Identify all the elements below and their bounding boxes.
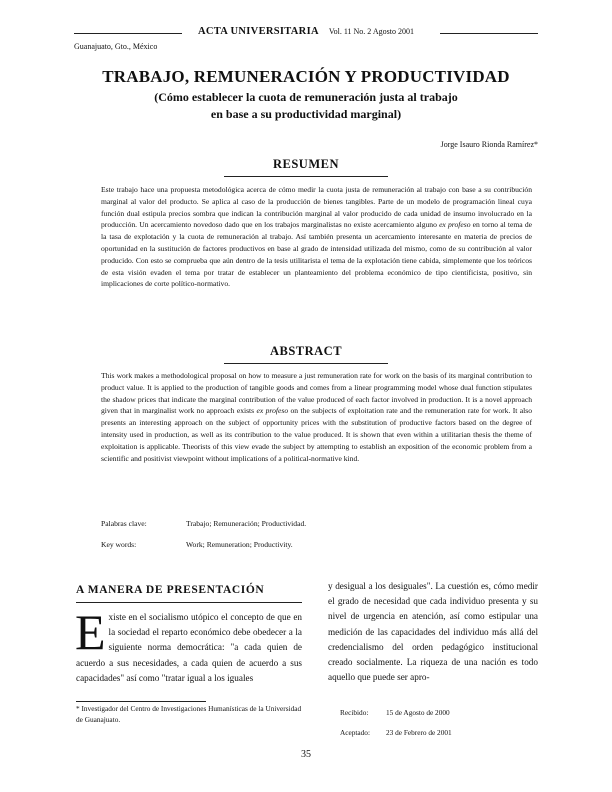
article-subtitle-line2: en base a su productividad marginal) [210, 107, 402, 121]
body-right-column: y desigual a los desiguales". La cuestión es, cómo medir el grado de necesidad que cada individuo presenta y su nivel de urgencia en atención, así como estipular una medición de las capacidades del individuo más allá del credencialismo del orden pedagógico institucional creado socialmente. La riqueza de una nación es todo aquello que puede ser apro- [328, 581, 538, 683]
author-footnote: * Investigador del Centro de Investigaciones Humanísticas de la Universidad de Guanajuato. [76, 704, 302, 724]
page-number: 35 [301, 749, 311, 760]
body-left-text: xiste en el socialismo utópico el concepto de que en la sociedad el reparto económico debe obedecer a la siguiente norma democrática: "a cada quien de acuerdo a sus necesidades, a cada quien de acuerdo a sus capacidades" así como "tratar igual a los iguales [76, 612, 302, 683]
journal-place: Guanajuato, Gto., México [74, 42, 158, 51]
article-author: Jorge Isauro Rionda Ramírez* [440, 140, 538, 149]
body-left-column [75, 604, 302, 686]
dropcap-letter: E [75, 604, 106, 660]
section-heading: A MANERA DE PRESENTACIÓN [76, 584, 265, 596]
journal-name: ACTA UNIVERSITARIA [198, 26, 319, 37]
article-subtitle-line1: (Cómo establecer la cuota de remuneración justa al trabajo [154, 90, 458, 104]
section-rule [76, 602, 302, 603]
keywords-en-value: Work; Remuneration; Productivity. [186, 540, 293, 549]
resumen-rule [224, 176, 388, 177]
abstract-rule [224, 363, 388, 364]
article-title: TRABAJO, REMUNERACIÓN Y PRODUCTIVIDAD [102, 67, 510, 86]
received-value: 15 de Agosto de 2000 [386, 708, 450, 717]
abstract-text: This work makes a methodological proposal on how to measure a just remuneration rate for work on the basis of its marginal contribution to product value. It is applied to the production of tangible goods and comes from a linear programming model whose dual function stipulates the shadow prices that indicate the marginal contribution of the value produced of each factor involved in production. It is a novel approach given that in marginalist work no approach exists ex profeso on the subjects of exploitation rate and the remuneration rate for work. It also presents an interesting approach on the subject of opportunity prices with the substitution of productive factors based on the degree of intensity used in production, as well as its contribution to the value produced. It is shown that even within a utilitarian thesis the theme of exploitation is applicable. Theorists of this view evade the subject by attempting to establish an exposition of the economic problem from a scientific and positivist viewpoint without implications of a political-normative kind. [101, 371, 532, 463]
keywords-es-value: Trabajo; Remuneración; Productividad. [186, 519, 307, 528]
accepted-label: Aceptado: [340, 728, 370, 737]
keywords-es-label: Palabras clave: [101, 519, 147, 528]
journal-header [0, 26, 612, 37]
abstract-heading: ABSTRACT [269, 344, 343, 358]
resumen-text: Este trabajo hace una propuesta metodológica acerca de cómo medir la cuota justa de remuneración al trabajo con base a su contribución marginal al valor del producto. Se aplica al caso de la producción de bienes tangibles. Parte de un modelo de programación lineal cuya función dual estipula precios sombra que indican la contribución marginal al valor producido de cada unidad de insumo involucrado en la producción. Un acercamiento novedoso dado que en los trabajos marginalistas no existe acercamiento alguno ex profeso en torno al tema de la tasa de explotación y la cuota de remuneración al trabajo. Así también presenta un acercamiento interesante en materia de precios de oportunidad en la sustitución de factores productivos en base al grado de intensidad utilizada del mismo, como de su contribución al valor producido. Con esto se comprueba que aún dentro de la tesis utilitarista el tema de la explotación tiene cabida, simplemente que los teóricos de esta visión evaden el tema por tratar de establecer un planteamiento del problema económico de tipo cientificista, positivo, sin implicaciones de corte político-normativo. [101, 185, 533, 289]
footnote-rule [76, 701, 206, 702]
received-label: Recibido: [340, 708, 369, 717]
accepted-value: 23 de Febrero de 2001 [386, 728, 452, 737]
journal-meta: Vol. 11 No. 2 Agosto 2001 [328, 27, 414, 36]
keywords-en-label: Key words: [101, 540, 137, 549]
resumen-heading: RESUMEN [272, 157, 339, 171]
